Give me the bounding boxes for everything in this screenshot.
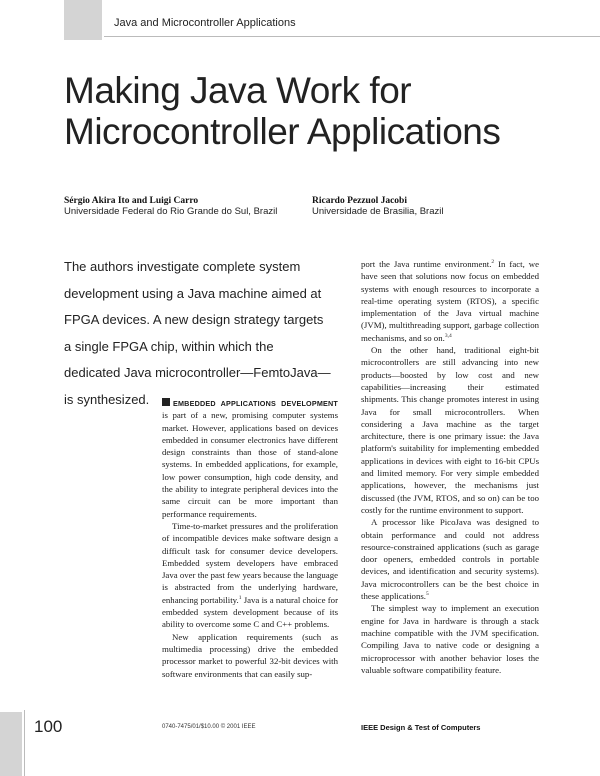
abstract: The authors investigate complete system development using a Java machine aimed at FPGA devices. A new design strategy targets a single FPGA chip, within which the dedicated Java microcontroller—FemtoJava—is synthesized.: [64, 259, 331, 407]
paragraph: New application requirements (such as multimedia processing) drive the embedded processor market to powerful 32-bit devices with software environments that can easily sup-: [162, 631, 338, 679]
paragraph: EMBEDDED APPLICATIONS DEVELOPMENT is part of a new, promising computer systems market. However, applications based on devices embedded in consumer electronics have different design constraints than those of stand-alone systems. In embedded applications, for example, low power consumption, high code density, and the ability to integrate peripheral devices into the same circuit can be more important than performance requirements.: [162, 399, 338, 519]
body-column-1: [162, 397, 338, 680]
article-title: Making Java Work for Microcontroller Applications: [64, 70, 501, 152]
author-block-2: [312, 196, 443, 217]
page-marker: [0, 712, 22, 776]
section-marker: [64, 0, 102, 40]
lead-square-icon: [162, 398, 170, 406]
paragraph: A processor like PicoJava was designed to obtain performance and could not address resource-constrained applications (such as garage door openers, embedded controls in portable devices, and identification and security systems). Java microcontrollers can be the best choice in these applications.$^5$: [361, 517, 539, 602]
header-rule: [104, 36, 600, 37]
paragraph: The simplest way to implement an execution engine for Java in hardware is through a stack machine compatible with the JVM specification. Compiling Java to native code or designing a microprocessor with another behavior loses the valuable software compatibility feature.: [361, 603, 539, 675]
author-names: Sérgio Akira Ito and Luigi Carro: [64, 196, 199, 206]
journal-name: IEEE Design & Test of Computers: [361, 723, 481, 732]
copyright-code: 0740-7475/01/$10.00 © 2001 IEEE: [162, 724, 256, 730]
lead-in: EMBEDDED APPLICATIONS DEVELOPMENT: [173, 399, 338, 408]
paragraph: port the Java runtime environment.$^2$ In fact, we have seen that solutions now focus on embedded systems with enough resources to incorporate a real-time operating system (RTOS), a specific implementation of the Java virtual machine (JVM), multithreading support, garbage collection mechanisms, and so on.$^{3,4}$: [361, 259, 540, 343]
author-names: Ricardo Pezzuol Jacobi: [312, 196, 407, 206]
footer-rule: [24, 710, 25, 776]
paragraph: Time-to-market pressures and the proliferation of incompatible devices make software design a difficult task for consumer device developers. Embedded system developers have embraced Java over the past few years because the language is abstracted from the underlying hardware, enhancing portability.$^1$ Java is a natural choice for embedded system development because of its ability to overcome some C and C++ problems.: [162, 520, 339, 630]
body-column-2: [361, 258, 539, 676]
page-number: 100: [34, 717, 63, 736]
paragraph: On the other hand, traditional eight-bit microcontrollers are still advancing into new products—boosted by low cost and new capabilities—increasing their estimated shipments. This change promotes interest in using Java for small microcontrollers. When considering a Java machine as the target architecture, there is one primary issue: the Java platform's suitability for implementing embedded applications in devices with eight to 16-bit CPUs and limited memory. For very simple embedded applications, however, the mechanisms just discussed (the JVM, RTOS, and so on) can be too costly for the runtime environment to support.: [361, 345, 539, 515]
author-affiliation: Universidade Federal do Rio Grande do Sul, Brazil: [64, 206, 278, 217]
author-block-1: [64, 196, 277, 217]
author-affiliation: Universidade de Brasilia, Brazil: [312, 206, 444, 217]
section-label: Java and Microcontroller Applications: [114, 17, 296, 29]
